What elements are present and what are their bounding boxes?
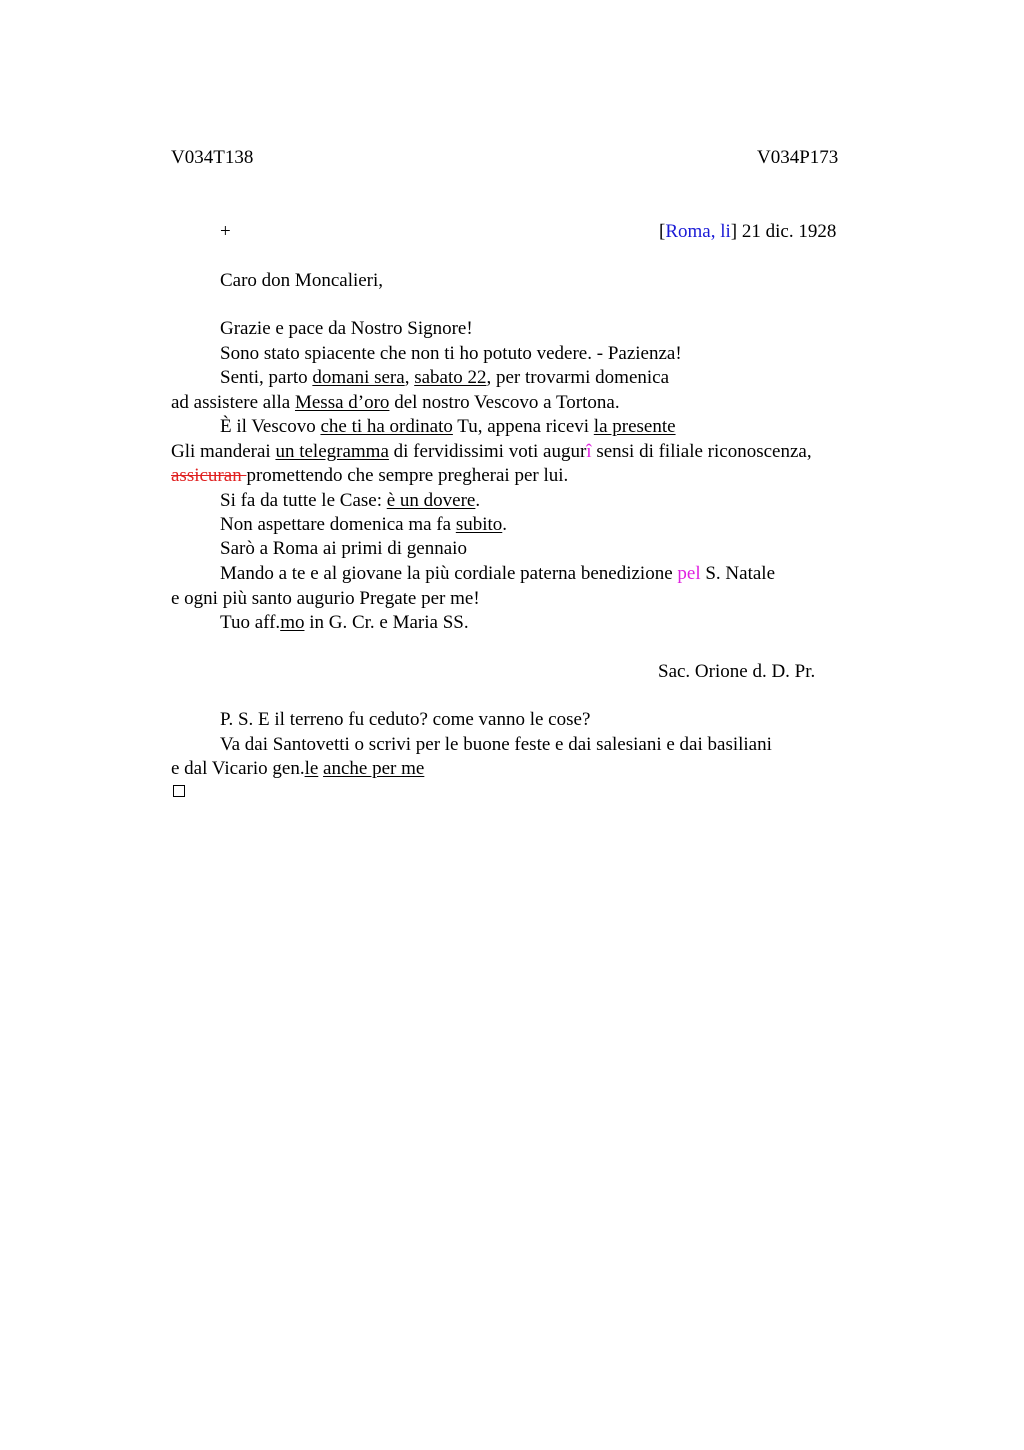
- text-segment: ,: [404, 367, 415, 388]
- postscript-line-2: Va dai Santovetti o scrivi per le buone feste e dai salesiani e dai basiliani: [220, 734, 772, 755]
- body-line-12: e ogni più santo augurio Pregate per me!: [171, 588, 480, 609]
- text-segment: , per trovarmi domenica: [486, 367, 670, 388]
- text-segment: Tuo aff.: [220, 612, 281, 633]
- body-line-10: Sarò a Roma ai primi di gennaio: [220, 538, 467, 559]
- body-line-13: [220, 611, 469, 635]
- underlined-text: anche per me: [323, 758, 425, 779]
- underlined-text: mo: [280, 612, 305, 633]
- header-left-code: V034T138: [171, 147, 254, 168]
- postscript-line-1: P. S. E il terreno fu ceduto? come vanno le cose?: [220, 709, 591, 730]
- editor-insertion: pel: [677, 563, 701, 584]
- text-segment: Si fa da tutte le Case:: [220, 490, 387, 511]
- text-segment: È il Vescovo: [220, 416, 321, 437]
- text-segment: di fervidissimi voti augur: [388, 441, 587, 462]
- text-segment: promettendo che sempre pregherai per lui.: [246, 465, 569, 486]
- underlined-text: subito: [455, 514, 503, 535]
- text-segment: in G. Cr. e Maria SS.: [304, 612, 469, 633]
- deleted-text: assicuran: [171, 465, 247, 486]
- body-line-11: [220, 562, 775, 586]
- body-line-5: [220, 415, 676, 439]
- postscript-line-3: [171, 757, 424, 781]
- text-segment: Tu, appena ricevi: [452, 416, 594, 437]
- body-line-9: [220, 513, 507, 537]
- date-bracket-open: [: [659, 221, 666, 242]
- text-segment: Gli manderai: [171, 441, 276, 462]
- date-bracket-close: ]: [730, 221, 738, 242]
- underlined-text: domani sera: [312, 367, 405, 388]
- underlined-text: un telegramma: [275, 441, 389, 462]
- body-line-2: Sono stato spiacente che non ti ho potuto vedere. - Pazienza!: [220, 343, 682, 364]
- underlined-text: Messa d’oro: [294, 392, 390, 413]
- underlined-text: le: [304, 758, 319, 779]
- cross-mark: +: [220, 221, 231, 242]
- underlined-text: è un dovere: [386, 490, 476, 511]
- underlined-text: che ti ha ordinato: [320, 416, 453, 437]
- editor-insertion: î: [586, 441, 592, 462]
- underlined-text: la presente: [593, 416, 676, 437]
- body-line-8: [220, 489, 480, 513]
- body-line-6: [171, 440, 812, 464]
- text-segment: Non aspettare domenica ma fa: [220, 514, 456, 535]
- text-segment: .: [502, 514, 508, 535]
- body-line-4: [171, 391, 620, 415]
- date-place: Roma, li: [665, 221, 731, 242]
- body-line-1: Grazie e pace da Nostro Signore!: [220, 318, 473, 339]
- date-line: [659, 220, 836, 244]
- end-of-document-box-icon: [173, 785, 185, 797]
- text-segment: ad assistere alla: [171, 392, 295, 413]
- salutation: Caro don Moncalieri,: [220, 270, 384, 291]
- text-segment: Mando a te e al giovane la più cordiale paterna benedizione: [220, 563, 678, 584]
- text-segment: S. Natale: [700, 563, 776, 584]
- body-line-3: [220, 366, 669, 390]
- text-segment: .: [475, 490, 481, 511]
- text-segment: Senti, parto: [220, 367, 313, 388]
- body-line-7: [171, 464, 568, 488]
- date-text: 21 dic. 1928: [737, 221, 837, 242]
- text-segment: del nostro Vescovo a Tortona.: [389, 392, 620, 413]
- text-segment: e dal Vicario gen.: [171, 758, 305, 779]
- signature: Sac. Orione d. D. Pr.: [658, 661, 816, 682]
- underlined-text: sabato 22: [414, 367, 487, 388]
- header-right-code: V034P173: [757, 147, 839, 168]
- text-segment: sensi di filiale riconoscenza,: [591, 441, 812, 462]
